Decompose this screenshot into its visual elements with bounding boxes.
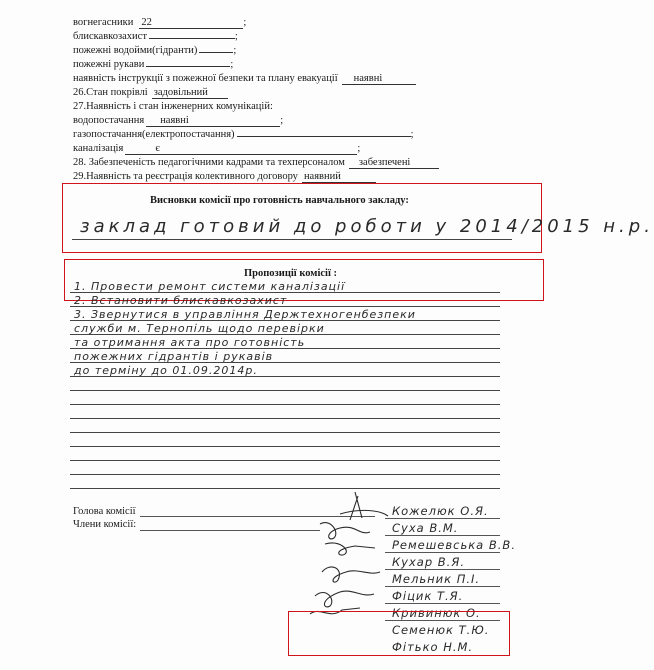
ruled-line: [70, 432, 500, 433]
form-row-hydrants: пожежні водойми(гідранти) ;: [73, 45, 237, 56]
field-value: наявні: [146, 115, 280, 127]
ruled-line: [70, 474, 500, 475]
member-name: Ремешевська В.В.: [392, 538, 516, 552]
ruled-line: [70, 418, 500, 419]
name-underline: [385, 518, 500, 519]
field-value: наявний: [302, 171, 376, 183]
field-value: 22: [139, 17, 243, 29]
signature-mark-5: [315, 591, 374, 607]
ruled-line: [70, 390, 500, 391]
form-row-extinguishers: вогнегасники 22 ;: [73, 17, 247, 28]
proposal-line-5: та отримання акта про готовність: [74, 336, 306, 349]
signature-scribbles: [300, 488, 390, 623]
form-row-collective-agreement: 29.Наявність та реєстрація колективного договору наявний: [73, 170, 376, 183]
field-value: [199, 52, 233, 53]
form-row-water: водопостачання наявні ;: [73, 115, 284, 126]
proposal-line-1: 1. Провести ремонт системи каналізації: [74, 280, 346, 293]
name-underline: [385, 603, 500, 604]
name-underline: [385, 569, 500, 570]
ruled-line: [70, 488, 500, 489]
proposal-line-2: 2. Встановити блискавкозахист: [74, 294, 288, 307]
member-name: Семенюк Т.Ю.: [392, 623, 490, 637]
form-row-utilities-heading: 27.Наявність і стан інженерних комунікацій:: [73, 101, 273, 112]
member-name: Суха В.М.: [392, 521, 459, 535]
field-value: [149, 38, 235, 39]
name-underline: [385, 586, 500, 587]
signature-line: [140, 530, 320, 531]
form-row-staffing: 28. Забезпеченість педагогічними кадрами та техперсоналом забезпечені: [73, 156, 439, 169]
field-value: [237, 136, 411, 137]
member-name: Фіцик Т.Я.: [392, 589, 464, 603]
name-underline: [385, 535, 500, 536]
name-underline: [385, 552, 500, 553]
member-name: Кухар В.Я.: [392, 555, 465, 569]
conclusions-handwritten: заклад готовий до роботи у 2014/2015 н.р.: [80, 216, 654, 237]
field-value: забезпечені: [349, 157, 439, 169]
form-row-lightning: блискавкозахист ;: [73, 31, 238, 42]
head-of-commission-label: Голова комісії: [73, 506, 136, 517]
member-name: Мельник П.І.: [392, 572, 481, 586]
conclusions-title: Висновки комісії про готовність навчального закладу:: [150, 195, 409, 206]
ruled-line: [70, 460, 500, 461]
member-name: Кривинюк О.: [392, 606, 481, 620]
ruled-line: [70, 404, 500, 405]
signature-mark-3: [325, 543, 375, 555]
conclusions-rule: [72, 239, 512, 240]
form-row-hoses: пожежні рукави ;: [73, 59, 234, 70]
last-member-highlight-box: [288, 611, 510, 656]
signature-mark-1: [340, 492, 388, 520]
field-value: [146, 66, 230, 67]
form-row-gas: газопостачання(електропостачання) ;: [73, 129, 414, 140]
field-value: задовільний: [152, 87, 228, 99]
member-name: Кожелюк О.Я.: [392, 504, 489, 518]
proposal-line-3: 3. Звернутися в управління Держтехногенбезпеки: [74, 308, 416, 321]
field-value: є: [125, 143, 357, 155]
field-value: наявні: [342, 73, 416, 85]
proposal-line-7: до терміну до 01.09.2014р.: [74, 364, 258, 377]
signature-mark-2: [320, 523, 370, 539]
form-row-fire-instructions: наявність інструкції з пожежної безпеки та плану евакуації наявні: [73, 72, 416, 85]
form-row-roof: 26.Стан покрівлі задовільний: [73, 86, 228, 99]
signature-mark-4: [322, 567, 380, 582]
commission-members-label: Члени комісії:: [73, 519, 137, 530]
proposals-title: Пропозиції комісії :: [244, 268, 337, 279]
proposal-line-6: пожежних гідрантів і рукавів: [74, 350, 274, 363]
member-name: Фітько Н.М.: [392, 640, 474, 654]
form-row-sewer: каналізація є ;: [73, 143, 361, 154]
ruled-line: [70, 446, 500, 447]
proposal-line-4: служби м. Тернопіль щодо перевірки: [74, 322, 325, 335]
